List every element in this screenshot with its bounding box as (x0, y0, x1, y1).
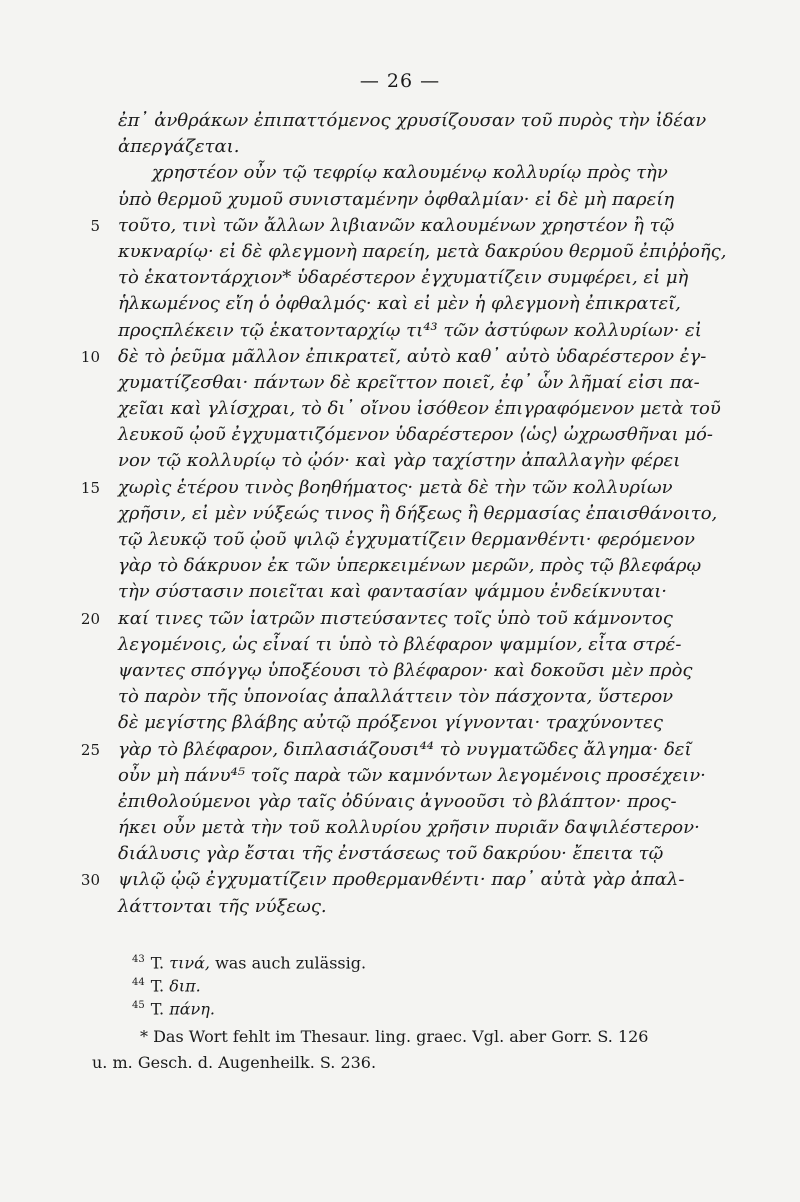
text-line (118, 291, 738, 317)
line-text: γὰρ τὸ βλέφαρον, διπλασιάζουσι⁴⁴ τὸ νυγματῶδες ἄλγημα· δεῖ (118, 738, 692, 760)
line-text: χεῖαι καὶ γλίσχραι, τὸ δι᾽ οἴνου ἰσόθεον ἐπιγραφόμενον μετὰ τοῦ (118, 398, 721, 420)
line-number: 20 (80, 609, 100, 628)
line-text: δὲ τὸ ῥεῦμα μᾶλλον ἐπικρατεῖ, αὐτὸ καθ᾽ αὐτὸ ὑδαρέστερον ἐγ- (118, 345, 707, 367)
line-text: τοῦτο, τινὶ τῶν ἄλλων λιβιανῶν καλουμένων χρηστέον ἢ τῷ (118, 214, 675, 236)
footnote-number: 43 (132, 954, 145, 965)
line-text: χωρὶς ἑτέρου τινὸς βοηθήματος· μετὰ δὲ τὴν τῶν κολλυρίων (118, 476, 673, 498)
text-line (80, 867, 738, 893)
footnote-number: 44 (132, 977, 145, 988)
text-line (118, 841, 738, 867)
text-line (118, 318, 738, 344)
line-text: δὲ μεγίστης βλάβης αὐτῷ πρόξενοι γίγνονται· τραχύνοντες (118, 712, 663, 734)
text-line (90, 213, 738, 239)
text-line (118, 579, 738, 605)
footnote-prefix: T. (150, 999, 165, 1019)
text-line (118, 658, 738, 684)
text-line (118, 448, 738, 474)
text-line (118, 239, 738, 265)
text-line (118, 684, 738, 710)
text-line (118, 370, 738, 396)
text-line (118, 160, 738, 186)
footnote-prefix: T. (150, 976, 165, 996)
text-line (118, 710, 738, 736)
text-line (118, 396, 738, 422)
text-line (118, 422, 738, 448)
line-text: ἀπεργάζεται. (118, 136, 240, 158)
line-text: χρηστέον οὖν τῷ τεφρίῳ καλουμένῳ κολλυρίῳ πρὸς τὴν (152, 162, 668, 184)
line-text: ήκει οὖν μετὰ τὴν τοῦ κολλυρίου χρῆσιν πυριᾶν δαψιλέστερον· (118, 817, 700, 839)
asterisk-note-line-1: * Das Wort fehlt im Thesaur. ling. graec. Vgl. aber Gorr. S. 126 (140, 1027, 649, 1046)
line-text: ἡλκωμένος εἴη ὁ ὀφθαλμός· καὶ εἰ μὲν ἡ φλεγμονὴ ἐπικρατεῖ, (118, 293, 681, 315)
text-line (118, 894, 738, 920)
line-text: λευκοῦ ᾠοῦ ἐγχυματιζόμενον ὑδαρέστερον ⟨ὡς⟩ ὠχρωσθῆναι μό- (118, 424, 713, 446)
line-text: ὑπὸ θερμοῦ χυμοῦ συνισταμένην ὀφθαλμίαν· εἰ δὲ μὴ παρείη (118, 188, 675, 210)
line-text: ψαντες σπόγγῳ ὑποξέουσι τὸ βλέφαρον· καὶ δοκοῦσι μὲν πρὸς (118, 659, 693, 681)
text-line (118, 187, 738, 213)
footnote-greek: διπ. (169, 976, 201, 996)
footnote-greek: τινά, (169, 953, 210, 973)
footnote (118, 994, 738, 1017)
line-text: νον τῷ κολλυρίῳ τὸ ᾠόν· καὶ γὰρ ταχίστην ἀπαλλαγὴν φέρει (118, 450, 681, 472)
footnotes (118, 948, 738, 1017)
line-text: ἐπ᾽ ἀνθράκων ἐπιπαττόμενος χρυσίζουσαν τοῦ πυρὸς τὴν ἰδέαν (118, 110, 707, 131)
text-line (80, 475, 738, 501)
line-number: 25 (80, 740, 100, 759)
line-text: ἐπιθολούμενοι γὰρ ταῖς ὀδύναις ἀγνοοῦσι τὸ βλάπτον· προς- (118, 790, 677, 812)
footnote-rest: was auch zulässig. (209, 953, 367, 973)
line-text: τὸ ἑκατοντάρχιον* ὑδαρέστερον ἐγχυματίζειν συμφέρει, εἰ μὴ (118, 267, 689, 289)
line-text: ψιλῷ ᾠῷ ἐγχυματίζειν προθερμανθέντι· παρ᾽ αὐτὰ γὰρ ἀπαλ- (118, 869, 685, 891)
line-text: προςπλέκειν τῷ ἑκατονταρχίῳ τι⁴³ τῶν ἀστύφων κολλυρίων· εἰ (118, 319, 702, 341)
line-text: κυκναρίῳ· εἰ δὲ φλεγμονὴ παρείη, μετὰ δακρύου θερμοῦ ἐπιῤῥοῆς, (118, 240, 727, 262)
line-text: καί τινες τῶν ἰατρῶν πιστεύσαντες τοῖς ὑπὸ τοῦ κάμνοντος (118, 607, 673, 629)
line-text: τὴν σύστασιν ποιεῖται καὶ φαντασίαν ψάμμου ἐνδείκνυται· (118, 581, 667, 603)
footnote (118, 948, 738, 971)
text-line (118, 134, 738, 160)
line-text: χυματίζεσθαι· πάντων δὲ κρεῖττον ποιεῖ, ἐφ᾽ ὧν λῆμαί εἰσι πα- (118, 371, 700, 393)
text-line (80, 737, 738, 763)
text-line (118, 265, 738, 291)
asterisk-note-line-2: u. m. Gesch. d. Augenheilk. S. 236. (92, 1053, 377, 1072)
text-line (118, 108, 738, 134)
footnote-number: 45 (132, 1000, 145, 1011)
footnote-prefix: T. (150, 953, 165, 973)
line-text: λάττονται τῆς νύξεως. (118, 895, 327, 917)
main-text (80, 108, 738, 920)
text-line (118, 501, 738, 527)
asterisk-note (92, 1024, 738, 1076)
line-text: τὸ παρὸν τῆς ὑπονοίας ἀπαλλάττειν τὸν πάσχοντα, ὕστερον (118, 686, 674, 708)
line-text: τῷ λευκῷ τοῦ ᾠοῦ ψιλῷ ἐγχυματίζειν θερμανθέντι· φερόμενον (118, 529, 695, 550)
text-line (118, 815, 738, 841)
line-text: χρῆσιν, εἰ μὲν νύξεώς τινος ἢ δήξεως ἢ θερμασίας ἐπαισθάνοιτο, (118, 502, 718, 524)
line-number: 5 (90, 216, 100, 235)
text-line (118, 553, 738, 579)
text-line (118, 632, 738, 658)
line-text: λεγομένοις, ὡς εἶναί τι ὑπὸ τὸ βλέφαρον ψαμμίον, εἶτα στρέ- (118, 633, 682, 655)
text-line (80, 606, 738, 632)
line-text: διάλυσις γὰρ ἔσται τῆς ἐνστάσεως τοῦ δακρύου· ἔπειτα τῷ (118, 843, 664, 865)
line-text: οὖν μὴ πάνυ⁴⁵ τοῖς παρὰ τῶν καμνόντων λεγομένοις προσέχειν· (118, 764, 706, 786)
text-line (118, 527, 738, 553)
text-line (118, 763, 738, 789)
footnote (118, 971, 738, 994)
page-number: — 26 — (359, 70, 441, 92)
text-line (80, 344, 738, 370)
footnote-greek: πάνη. (169, 999, 215, 1019)
text-line (118, 789, 738, 815)
line-number: 10 (80, 347, 100, 366)
line-text: γὰρ τὸ δάκρυον ἐκ τῶν ὑπερκειμένων μερῶν, πρὸς τῷ βλεφάρῳ (118, 555, 702, 577)
line-number: 15 (80, 478, 100, 497)
line-number: 30 (80, 871, 100, 890)
